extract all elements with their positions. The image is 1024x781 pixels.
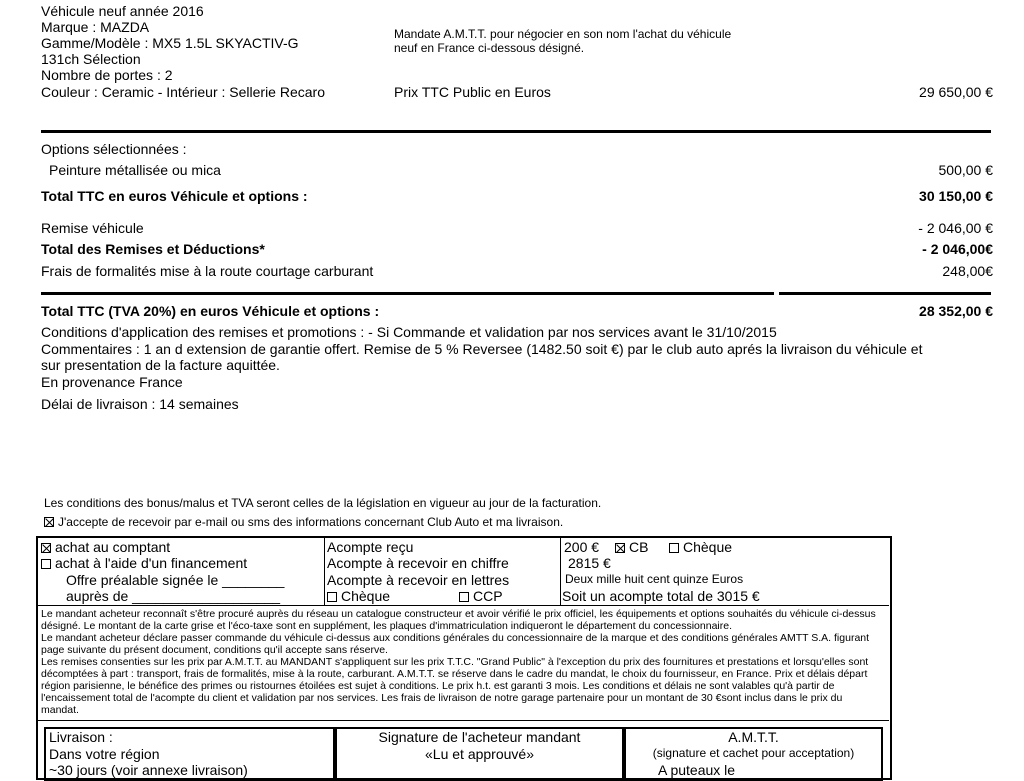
acompte-chiffre-amount: 2815 € bbox=[568, 555, 611, 571]
comments-line-1: Commentaires : 1 an d extension de garantie offert. Remise de 5 % Reversee (1482.50 soit €) par le club auto aprés la livraison du véhicule et bbox=[41, 341, 923, 357]
options-heading: Options sélectionnées : bbox=[41, 141, 187, 157]
financement-checkbox[interactable] bbox=[41, 559, 51, 569]
vehicle-trim: 131ch Sélection bbox=[41, 51, 141, 67]
cb-option[interactable]: CB bbox=[615, 539, 648, 555]
amtt-place: A puteaux le bbox=[658, 762, 736, 778]
divider-final-right bbox=[779, 292, 991, 295]
acompte-lettres-amount: Deux mille huit cent quinze Euros bbox=[565, 572, 744, 586]
fine-print-1: Le mandant acheteur reconnaît s'être procuré auprès du réseau un catalogue constructeur et avoir vérifié le prix officiel, les équipements et options souhaités du véhicule ci-dessus désigné. Le montant de la carte grise et l'éco-taxe sont en supplément, les plaques d'immatriculation indiqueront le département du concessionnaire. bbox=[41, 608, 876, 632]
comments-line-2: sur presentation de la facture aquittée. bbox=[41, 357, 280, 373]
acompte-total: Soit un acompte total de 3015 € bbox=[562, 588, 760, 604]
livraison-delay: ~30 jours (voir annexe livraison) bbox=[49, 762, 248, 778]
fine-print-2: Le mandant acheteur déclare passer commande du véhicule ci-dessus aux conditions générales du concessionnaire de la marque et des conditions générales AMTT S.A. figurant page suivante du présent document, conditions qu'il accepte sans réserve. bbox=[41, 632, 870, 656]
comptant-checkbox[interactable] bbox=[41, 543, 51, 553]
cb-checkbox[interactable] bbox=[615, 543, 625, 553]
bonus-malus-text: Les conditions des bonus/malus et TVA seront celles de la législation en vigueur au jour de la facturation. bbox=[44, 496, 602, 510]
livraison-label: Livraison : bbox=[49, 729, 113, 745]
amtt-title: A.M.T.T. bbox=[728, 729, 779, 745]
offre-line: Offre préalable signée le ________ bbox=[66, 572, 285, 588]
options-total-value: 30 150,00 € bbox=[919, 188, 993, 204]
remise-value: - 2 046,00 € bbox=[918, 220, 993, 236]
provenance-text: En provenance France bbox=[41, 374, 183, 390]
financement-row[interactable]: achat à l'aide d'un financement bbox=[41, 555, 247, 571]
remise-label: Remise véhicule bbox=[41, 220, 144, 236]
acompte-recu-label: Acompte reçu bbox=[327, 539, 414, 555]
ccp-checkbox[interactable] bbox=[459, 592, 469, 602]
delai-text: Délai de livraison : 14 semaines bbox=[41, 396, 239, 412]
final-total-label: Total TTC (TVA 20%) en euros Véhicule et options : bbox=[41, 303, 380, 319]
ccp-option[interactable]: CCP bbox=[459, 588, 503, 604]
conditions-text: Conditions d'application des remises et promotions : - Si Commande et validation par nos services avant le 31/10/2015 bbox=[41, 324, 777, 340]
acheteur-subtitle: «Lu et approuvé» bbox=[425, 746, 534, 762]
option-item-label: Peinture métallisée ou mica bbox=[49, 162, 221, 178]
mandate-line-1: Mandate A.M.T.T. pour négocier en son nom l'achat du véhicule bbox=[394, 27, 732, 41]
consent-checkbox[interactable] bbox=[44, 517, 54, 527]
acheteur-title: Signature de l'acheteur mandant bbox=[378, 729, 581, 745]
cheque-checkbox[interactable] bbox=[327, 592, 337, 602]
divider-top bbox=[41, 130, 991, 133]
frais-value: 248,00€ bbox=[942, 263, 993, 279]
cheque-option[interactable]: Chèque bbox=[327, 588, 390, 604]
amtt-subtitle: (signature et cachet pour acceptation) bbox=[652, 746, 855, 760]
livraison-region: Dans votre région bbox=[49, 746, 160, 762]
mandate-line-2: neuf en France ci-dessous désigné. bbox=[394, 41, 585, 55]
aupres-line: auprès de ___________________ bbox=[66, 588, 281, 604]
vehicle-model: Gamme/Modèle : MX5 1.5L SKYACTIV-G bbox=[41, 35, 299, 51]
cheque2-option[interactable]: Chèque bbox=[669, 539, 732, 555]
divider-final-left bbox=[41, 292, 774, 295]
remises-total-value: - 2 046,00€ bbox=[922, 241, 993, 257]
vehicle-year: Véhicule neuf année 2016 bbox=[41, 3, 204, 19]
public-price-value: 29 650,00 € bbox=[919, 84, 993, 100]
vehicle-brand: Marque : MAZDA bbox=[41, 19, 150, 35]
consent-row[interactable] bbox=[44, 515, 563, 529]
final-total-value: 28 352,00 € bbox=[919, 303, 993, 319]
vehicle-color: Couleur : Ceramic - Intérieur : Sellerie Recaro bbox=[41, 84, 325, 100]
cheque2-checkbox[interactable] bbox=[669, 543, 679, 553]
remises-total-label: Total des Remises et Déductions* bbox=[41, 241, 265, 257]
options-total-label: Total TTC en euros Véhicule et options : bbox=[41, 188, 308, 204]
acompte-chiffre-label: Acompte à recevoir en chiffre bbox=[327, 555, 509, 571]
comptant-row[interactable]: achat au comptant bbox=[41, 539, 170, 555]
fine-print-3: Les remises consenties sur les prix par A.M.T.T. au MANDANT s'appliquent sur les prix T.T.C. "Grand Public" à l'exception du prix des fournitures et prestations et lorsqu'elles sont décomptées à part : transport, frais de formalités, mise à la route, carburant. A.M.T.T. se réserve dans le cadre du mandat, le choix du fournisseur, en France. Prix et délais départ région parisienne, le bénéfice des primes ou ristournes étoilées est sujet à conditions. Le prix h.t. est garanti 3 mois. Les conditions et délais ne sont valables qu'à partir de l'encaissement total de l'acompte du client et validation par nos services. Les frais de livraison de notre garage partenaire pour un montant de 30 €sont inclus dans le prix du mandat. bbox=[41, 656, 869, 716]
vehicle-doors: Nombre de portes : 2 bbox=[41, 67, 173, 83]
consent-label: J'accepte de recevoir par e-mail ou sms des informations concernant Club Auto et ma livraison. bbox=[58, 515, 564, 529]
public-price-label: Prix TTC Public en Euros bbox=[394, 84, 551, 100]
acompte-recu-amount: 200 € bbox=[564, 539, 600, 555]
acompte-lettres-label: Acompte à recevoir en lettres bbox=[327, 572, 510, 588]
option-item-value: 500,00 € bbox=[938, 162, 993, 178]
frais-label: Frais de formalités mise à la route courtage carburant bbox=[41, 263, 374, 279]
